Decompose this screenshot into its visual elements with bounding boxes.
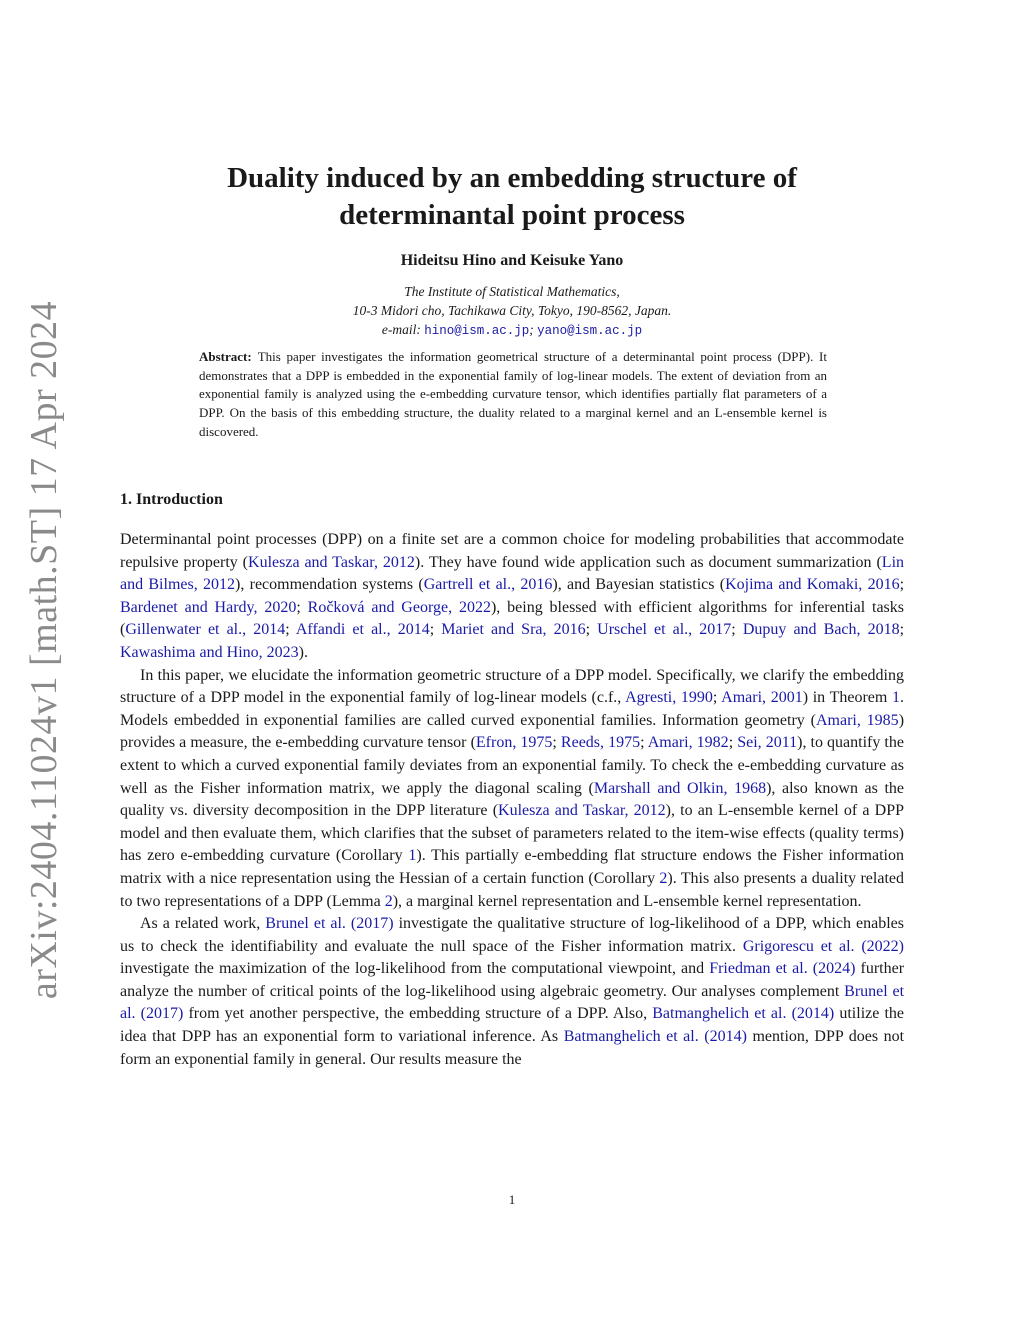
lemma-link[interactable]: 2 xyxy=(384,892,393,910)
affiliation xyxy=(150,282,874,341)
text-run: ). They have found wide application such as document summarization ( xyxy=(414,553,882,571)
citation-link[interactable]: Lin and Bilmes, 2012 xyxy=(120,553,905,594)
citation-link[interactable]: Agresti, 1990 xyxy=(625,689,713,707)
text-run: ), to quantify the extent to which a curved exponential family deviates from an exponential family. To check the e-embedding curvature as well as the Fisher information matrix, we apply the diagonal scaling ( xyxy=(120,734,904,797)
text-run: ). xyxy=(298,643,308,661)
text-run: investigate the maximization of the log-likelihood from the computational viewpoint, and xyxy=(120,960,710,978)
text-run: Determinantal point processes (DPP) on a finite set are a common choice for modeling probabilities that accommodate repulsive property ( xyxy=(120,531,904,571)
abstract-text: This paper investigates the information geometrical structure of a determinantal point process (DPP). It demonstrates that a DPP is embedded in the exponential family of log-linear models. The extent of deviation from an exponential family is analyzed using the e-embedding curvature tensor, which identifies partially flat parameters of a DPP. On the basis of this embedding structure, the duality related to a marginal kernel and an L-ensemble kernel is discovered. xyxy=(199,349,827,439)
text-run: ; xyxy=(731,621,743,639)
paragraph-2 xyxy=(120,665,904,914)
text-run: further analyze the number of critical points of the log-likelihood using algebraic geometry. Our analyses complement xyxy=(120,960,905,1000)
text-run: . Models embedded in exponential families are called curved exponential families. Information geometry ( xyxy=(120,689,905,729)
email-line xyxy=(150,320,874,341)
email-label: e-mail: xyxy=(381,322,421,337)
text-run: ), being blessed with efficient algorithms for inferential tasks ( xyxy=(120,598,905,639)
citation-link[interactable]: Marshall and Olkin, 1968 xyxy=(593,779,767,797)
citation-link[interactable]: Urschel et al., 2017 xyxy=(597,621,732,639)
citation-link[interactable]: Dupuy and Bach, 2018 xyxy=(742,621,900,639)
abstract xyxy=(199,348,827,442)
citation-link[interactable]: Batmanghelich et al. (2014) xyxy=(563,1028,747,1046)
corollary-link[interactable]: 1 xyxy=(408,847,417,865)
text-run: investigate the qualitative structure of log-likelihood of a DPP, which enables us to check the identifiability and evaluate the null space of the Fisher information matrix. xyxy=(120,915,905,955)
citation-link[interactable]: Amari, 1985 xyxy=(815,711,899,729)
text-run: ), and Bayesian statistics ( xyxy=(552,576,726,594)
citation-link[interactable]: Grigorescu et al. (2022) xyxy=(742,937,904,955)
paragraph-1 xyxy=(120,529,904,665)
text-run: ). This partially e-embedding flat structure endows the Fisher information matrix with a nice representation using the Hessian of a certain function (Corollary xyxy=(120,847,904,887)
text-run: mention, DPP does not form an exponential family in general. Our results measure the xyxy=(120,1028,905,1068)
text-run: ) provides a measure, the e-embedding curvature tensor ( xyxy=(120,711,905,752)
body-text xyxy=(120,529,904,1071)
citation-link[interactable]: Kawashima and Hino, 2023 xyxy=(120,643,299,661)
text-run: ). This also presents a duality related to two representations of a DPP (Lemma xyxy=(120,869,905,910)
text-run: ) in Theorem xyxy=(802,689,893,707)
text-run: ; xyxy=(728,734,738,752)
citation-link[interactable]: Friedman et al. (2024) xyxy=(709,960,856,978)
section-heading: 1. Introduction xyxy=(120,491,223,508)
citation-link[interactable]: Amari, 2001 xyxy=(721,689,803,707)
text-run: ; xyxy=(640,734,648,752)
text-run: ), also known as the quality vs. diversity decomposition in the DPP literature ( xyxy=(120,779,905,820)
title-line-2: determinantal point process xyxy=(339,199,685,231)
text-run: ; xyxy=(285,621,296,639)
text-run: ; xyxy=(429,621,442,639)
text-run: ; xyxy=(552,734,561,752)
text-run: ), to an L-ensemble kernel of a DPP model and then evaluate them, which clarifies that the subset of parameters related to the item-wise effects (quality terms) has zero e-embedding curvature (Corollary xyxy=(120,802,905,865)
corollary-link[interactable]: 2 xyxy=(659,869,668,887)
address: 10-3 Midori cho, Tachikawa City, Tokyo, 190-8562, Japan. xyxy=(352,303,672,318)
paper-title xyxy=(150,160,874,234)
text-run: ; xyxy=(296,598,308,616)
title-line-1: Duality induced by an embedding structure of xyxy=(227,162,797,194)
citation-link[interactable]: Mariet and Sra, 2016 xyxy=(441,621,586,639)
citation-link[interactable]: Gillenwater et al., 2014 xyxy=(125,621,286,639)
email-link-yano[interactable]: yano@ism.ac.jp xyxy=(537,324,643,338)
citation-link[interactable]: Gartrell et al., 2016 xyxy=(423,576,553,594)
text-run: In this paper, we elucidate the information geometric structure of a DPP model. Specifically, we clarify the embedding structure of a DPP model in the exponential family of log-linear models (c.f., xyxy=(120,666,904,707)
citation-link[interactable]: Efron, 1975 xyxy=(475,734,553,752)
text-run: As a related work, xyxy=(140,915,266,933)
arxiv-stamp-text: arXiv:2404.11024v1 [math.ST] 17 Apr 2024 xyxy=(23,300,65,1000)
abstract-label: Abstract: xyxy=(199,349,252,364)
text-run: ; xyxy=(712,689,722,707)
citation-link[interactable]: Kojima and Komaki, 2016 xyxy=(725,576,900,594)
citation-link[interactable]: Brunel et al. (2017) xyxy=(265,915,394,933)
text-run: ), recommendation systems ( xyxy=(235,576,424,594)
citation-link[interactable]: Amari, 1982 xyxy=(647,734,729,752)
email-link-hino[interactable]: hino@ism.ac.jp xyxy=(424,324,530,338)
institute: The Institute of Statistical Mathematics, xyxy=(404,284,620,299)
citation-link[interactable]: Reeds, 1975 xyxy=(560,734,641,752)
page-number: 1 xyxy=(508,1192,516,1207)
citation-link[interactable]: Ročková and George, 2022 xyxy=(307,598,491,616)
citation-link[interactable]: Sei, 2011 xyxy=(737,734,798,752)
email-separator: ; xyxy=(529,322,534,337)
citation-link[interactable]: Kulesza and Taskar, 2012 xyxy=(248,553,415,571)
text-run: utilize the idea that DPP has an exponential form to variational inference. As xyxy=(120,1005,905,1046)
citation-link[interactable]: Kulesza and Taskar, 2012 xyxy=(498,802,666,820)
citation-link[interactable]: Batmanghelich et al. (2014) xyxy=(652,1005,835,1023)
citation-link[interactable]: Brunel et al. (2017) xyxy=(120,982,905,1023)
text-run: ; xyxy=(585,621,598,639)
paragraph-3 xyxy=(120,913,904,1071)
text-run: from yet another perspective, the embedding structure of a DPP. Also, xyxy=(183,1005,653,1023)
authors: Hideitsu Hino and Keisuke Yano xyxy=(400,252,624,269)
text-run: ; xyxy=(899,576,905,594)
arxiv-stamp xyxy=(22,300,66,1000)
citation-link[interactable]: Bardenet and Hardy, 2020 xyxy=(120,598,297,616)
text-run: ; xyxy=(899,621,905,639)
theorem-link[interactable]: 1 xyxy=(892,689,901,707)
citation-link[interactable]: Affandi et al., 2014 xyxy=(295,621,430,639)
text-run: ), a marginal kernel representation and L-ensemble kernel representation. xyxy=(392,892,862,910)
